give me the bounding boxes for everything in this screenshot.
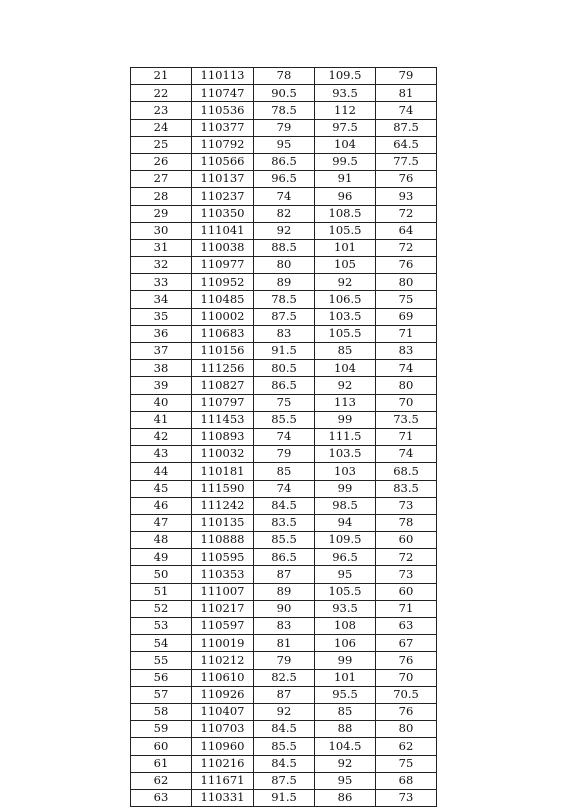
score-a-cell: 74 bbox=[254, 188, 315, 205]
score-b-cell: 105.5 bbox=[315, 222, 376, 239]
score-b-cell: 103.5 bbox=[315, 308, 376, 325]
score-c-cell: 62 bbox=[376, 738, 437, 755]
table-row bbox=[131, 325, 437, 342]
score-b-cell: 104.5 bbox=[315, 738, 376, 755]
score-c-cell: 73.5 bbox=[376, 411, 437, 428]
table-row bbox=[131, 308, 437, 325]
table-row bbox=[131, 738, 437, 755]
score-c-cell: 70 bbox=[376, 394, 437, 411]
id-cell: 110536 bbox=[192, 102, 254, 119]
score-a-cell: 92 bbox=[254, 222, 315, 239]
row-number-cell: 35 bbox=[131, 308, 192, 325]
table-row bbox=[131, 532, 437, 549]
score-c-cell: 76 bbox=[376, 652, 437, 669]
table-row bbox=[131, 789, 437, 806]
row-number-cell: 29 bbox=[131, 205, 192, 222]
row-number-cell: 38 bbox=[131, 360, 192, 377]
id-cell: 110595 bbox=[192, 549, 254, 566]
score-a-cell: 89 bbox=[254, 583, 315, 600]
score-c-cell: 71 bbox=[376, 325, 437, 342]
table-row bbox=[131, 549, 437, 566]
row-number-cell: 60 bbox=[131, 738, 192, 755]
score-c-cell: 67 bbox=[376, 635, 437, 652]
score-b-cell: 95 bbox=[315, 566, 376, 583]
row-number-cell: 32 bbox=[131, 257, 192, 274]
id-cell: 110353 bbox=[192, 566, 254, 583]
score-a-cell: 79 bbox=[254, 119, 315, 136]
score-b-cell: 98.5 bbox=[315, 497, 376, 514]
id-cell: 110019 bbox=[192, 635, 254, 652]
row-number-cell: 51 bbox=[131, 583, 192, 600]
table-row bbox=[131, 343, 437, 360]
table-row bbox=[131, 566, 437, 583]
id-cell: 110002 bbox=[192, 308, 254, 325]
id-cell: 111041 bbox=[192, 222, 254, 239]
score-b-cell: 104 bbox=[315, 360, 376, 377]
table-row bbox=[131, 68, 437, 85]
score-c-cell: 81 bbox=[376, 85, 437, 102]
score-a-cell: 87.5 bbox=[254, 772, 315, 789]
score-b-cell: 105.5 bbox=[315, 583, 376, 600]
score-a-cell: 85 bbox=[254, 463, 315, 480]
id-cell: 110217 bbox=[192, 600, 254, 617]
row-number-cell: 62 bbox=[131, 772, 192, 789]
score-a-cell: 90.5 bbox=[254, 85, 315, 102]
id-cell: 110032 bbox=[192, 446, 254, 463]
table-row bbox=[131, 205, 437, 222]
score-c-cell: 72 bbox=[376, 549, 437, 566]
id-cell: 110893 bbox=[192, 428, 254, 445]
score-c-cell: 76 bbox=[376, 703, 437, 720]
score-a-cell: 74 bbox=[254, 480, 315, 497]
id-cell: 110566 bbox=[192, 153, 254, 170]
score-c-cell: 71 bbox=[376, 600, 437, 617]
score-b-cell: 106.5 bbox=[315, 291, 376, 308]
score-b-cell: 95 bbox=[315, 772, 376, 789]
table-row bbox=[131, 600, 437, 617]
row-number-cell: 40 bbox=[131, 394, 192, 411]
score-c-cell: 78 bbox=[376, 514, 437, 531]
table-row bbox=[131, 274, 437, 291]
score-a-cell: 91.5 bbox=[254, 343, 315, 360]
row-number-cell: 63 bbox=[131, 789, 192, 806]
id-cell: 111242 bbox=[192, 497, 254, 514]
table-row bbox=[131, 618, 437, 635]
score-a-cell: 82.5 bbox=[254, 669, 315, 686]
id-cell: 110216 bbox=[192, 755, 254, 772]
row-number-cell: 37 bbox=[131, 343, 192, 360]
table-row bbox=[131, 257, 437, 274]
score-a-cell: 78 bbox=[254, 68, 315, 85]
score-c-cell: 76 bbox=[376, 257, 437, 274]
score-a-cell: 86.5 bbox=[254, 549, 315, 566]
score-c-cell: 73 bbox=[376, 566, 437, 583]
score-c-cell: 73 bbox=[376, 789, 437, 806]
score-c-cell: 74 bbox=[376, 102, 437, 119]
score-a-cell: 81 bbox=[254, 635, 315, 652]
row-number-cell: 61 bbox=[131, 755, 192, 772]
row-number-cell: 41 bbox=[131, 411, 192, 428]
score-a-cell: 80.5 bbox=[254, 360, 315, 377]
id-cell: 110181 bbox=[192, 463, 254, 480]
score-c-cell: 64 bbox=[376, 222, 437, 239]
row-number-cell: 45 bbox=[131, 480, 192, 497]
score-b-cell: 101 bbox=[315, 239, 376, 256]
id-cell: 110331 bbox=[192, 789, 254, 806]
id-cell: 110610 bbox=[192, 669, 254, 686]
score-b-cell: 99 bbox=[315, 480, 376, 497]
score-a-cell: 85.5 bbox=[254, 532, 315, 549]
table-row bbox=[131, 411, 437, 428]
table-row bbox=[131, 119, 437, 136]
id-cell: 110485 bbox=[192, 291, 254, 308]
table-row bbox=[131, 669, 437, 686]
score-a-cell: 74 bbox=[254, 428, 315, 445]
score-c-cell: 80 bbox=[376, 377, 437, 394]
score-c-cell: 70.5 bbox=[376, 686, 437, 703]
score-a-cell: 84.5 bbox=[254, 497, 315, 514]
score-a-cell: 85.5 bbox=[254, 411, 315, 428]
score-c-cell: 80 bbox=[376, 274, 437, 291]
row-number-cell: 58 bbox=[131, 703, 192, 720]
score-a-cell: 90 bbox=[254, 600, 315, 617]
id-cell: 111453 bbox=[192, 411, 254, 428]
row-number-cell: 48 bbox=[131, 532, 192, 549]
table-row bbox=[131, 446, 437, 463]
score-a-cell: 95 bbox=[254, 136, 315, 153]
score-b-cell: 109.5 bbox=[315, 68, 376, 85]
score-b-cell: 99 bbox=[315, 652, 376, 669]
score-b-cell: 96 bbox=[315, 188, 376, 205]
row-number-cell: 43 bbox=[131, 446, 192, 463]
table-row bbox=[131, 239, 437, 256]
id-cell: 110797 bbox=[192, 394, 254, 411]
score-a-cell: 80 bbox=[254, 257, 315, 274]
score-b-cell: 111.5 bbox=[315, 428, 376, 445]
score-b-cell: 92 bbox=[315, 755, 376, 772]
score-c-cell: 93 bbox=[376, 188, 437, 205]
score-c-cell: 80 bbox=[376, 721, 437, 738]
table-row bbox=[131, 291, 437, 308]
score-c-cell: 60 bbox=[376, 583, 437, 600]
id-cell: 110350 bbox=[192, 205, 254, 222]
score-b-cell: 112 bbox=[315, 102, 376, 119]
id-cell: 110827 bbox=[192, 377, 254, 394]
table-row bbox=[131, 102, 437, 119]
score-a-cell: 84.5 bbox=[254, 721, 315, 738]
score-a-cell: 79 bbox=[254, 652, 315, 669]
row-number-cell: 53 bbox=[131, 618, 192, 635]
score-a-cell: 75 bbox=[254, 394, 315, 411]
score-c-cell: 83.5 bbox=[376, 480, 437, 497]
table-row bbox=[131, 153, 437, 170]
row-number-cell: 26 bbox=[131, 153, 192, 170]
id-cell: 111590 bbox=[192, 480, 254, 497]
row-number-cell: 39 bbox=[131, 377, 192, 394]
score-b-cell: 103 bbox=[315, 463, 376, 480]
score-c-cell: 68 bbox=[376, 772, 437, 789]
table-row bbox=[131, 85, 437, 102]
table-row bbox=[131, 583, 437, 600]
row-number-cell: 59 bbox=[131, 721, 192, 738]
score-b-cell: 99.5 bbox=[315, 153, 376, 170]
id-cell: 110977 bbox=[192, 257, 254, 274]
row-number-cell: 33 bbox=[131, 274, 192, 291]
score-b-cell: 113 bbox=[315, 394, 376, 411]
row-number-cell: 31 bbox=[131, 239, 192, 256]
id-cell: 110038 bbox=[192, 239, 254, 256]
table-row bbox=[131, 136, 437, 153]
row-number-cell: 28 bbox=[131, 188, 192, 205]
score-c-cell: 71 bbox=[376, 428, 437, 445]
score-table bbox=[130, 67, 437, 807]
id-cell: 110703 bbox=[192, 721, 254, 738]
score-c-cell: 68.5 bbox=[376, 463, 437, 480]
score-c-cell: 76 bbox=[376, 171, 437, 188]
score-b-cell: 108 bbox=[315, 618, 376, 635]
score-b-cell: 93.5 bbox=[315, 600, 376, 617]
id-cell: 110960 bbox=[192, 738, 254, 755]
score-b-cell: 99 bbox=[315, 411, 376, 428]
score-a-cell: 78.5 bbox=[254, 102, 315, 119]
score-c-cell: 72 bbox=[376, 205, 437, 222]
score-a-cell: 86.5 bbox=[254, 153, 315, 170]
row-number-cell: 25 bbox=[131, 136, 192, 153]
id-cell: 110792 bbox=[192, 136, 254, 153]
score-a-cell: 82 bbox=[254, 205, 315, 222]
table-row bbox=[131, 703, 437, 720]
id-cell: 110137 bbox=[192, 171, 254, 188]
table-row bbox=[131, 721, 437, 738]
score-a-cell: 83 bbox=[254, 618, 315, 635]
score-c-cell: 69 bbox=[376, 308, 437, 325]
id-cell: 110237 bbox=[192, 188, 254, 205]
id-cell: 111256 bbox=[192, 360, 254, 377]
score-a-cell: 92 bbox=[254, 703, 315, 720]
row-number-cell: 30 bbox=[131, 222, 192, 239]
row-number-cell: 23 bbox=[131, 102, 192, 119]
id-cell: 110113 bbox=[192, 68, 254, 85]
id-cell: 110926 bbox=[192, 686, 254, 703]
score-a-cell: 89 bbox=[254, 274, 315, 291]
row-number-cell: 57 bbox=[131, 686, 192, 703]
row-number-cell: 50 bbox=[131, 566, 192, 583]
score-a-cell: 87 bbox=[254, 566, 315, 583]
score-c-cell: 77.5 bbox=[376, 153, 437, 170]
row-number-cell: 36 bbox=[131, 325, 192, 342]
score-b-cell: 105.5 bbox=[315, 325, 376, 342]
score-a-cell: 88.5 bbox=[254, 239, 315, 256]
table-row bbox=[131, 497, 437, 514]
score-a-cell: 83 bbox=[254, 325, 315, 342]
score-b-cell: 92 bbox=[315, 274, 376, 291]
table-row bbox=[131, 755, 437, 772]
score-table-body bbox=[131, 68, 437, 807]
score-b-cell: 106 bbox=[315, 635, 376, 652]
table-row bbox=[131, 394, 437, 411]
table-row bbox=[131, 222, 437, 239]
score-c-cell: 79 bbox=[376, 68, 437, 85]
score-b-cell: 88 bbox=[315, 721, 376, 738]
score-b-cell: 91 bbox=[315, 171, 376, 188]
score-b-cell: 108.5 bbox=[315, 205, 376, 222]
score-c-cell: 72 bbox=[376, 239, 437, 256]
score-b-cell: 85 bbox=[315, 703, 376, 720]
score-c-cell: 83 bbox=[376, 343, 437, 360]
table-row bbox=[131, 772, 437, 789]
score-a-cell: 78.5 bbox=[254, 291, 315, 308]
table-row bbox=[131, 686, 437, 703]
score-b-cell: 96.5 bbox=[315, 549, 376, 566]
row-number-cell: 44 bbox=[131, 463, 192, 480]
id-cell: 110377 bbox=[192, 119, 254, 136]
id-cell: 111671 bbox=[192, 772, 254, 789]
score-c-cell: 75 bbox=[376, 291, 437, 308]
table-row bbox=[131, 428, 437, 445]
score-b-cell: 101 bbox=[315, 669, 376, 686]
score-c-cell: 87.5 bbox=[376, 119, 437, 136]
id-cell: 110683 bbox=[192, 325, 254, 342]
id-cell: 110407 bbox=[192, 703, 254, 720]
score-c-cell: 60 bbox=[376, 532, 437, 549]
score-a-cell: 91.5 bbox=[254, 789, 315, 806]
score-c-cell: 74 bbox=[376, 360, 437, 377]
table-row bbox=[131, 635, 437, 652]
row-number-cell: 54 bbox=[131, 635, 192, 652]
score-b-cell: 92 bbox=[315, 377, 376, 394]
score-a-cell: 96.5 bbox=[254, 171, 315, 188]
row-number-cell: 56 bbox=[131, 669, 192, 686]
score-c-cell: 70 bbox=[376, 669, 437, 686]
score-b-cell: 86 bbox=[315, 789, 376, 806]
id-cell: 110135 bbox=[192, 514, 254, 531]
row-number-cell: 42 bbox=[131, 428, 192, 445]
id-cell: 110212 bbox=[192, 652, 254, 669]
table-row bbox=[131, 171, 437, 188]
score-a-cell: 79 bbox=[254, 446, 315, 463]
score-b-cell: 97.5 bbox=[315, 119, 376, 136]
score-a-cell: 87 bbox=[254, 686, 315, 703]
score-a-cell: 84.5 bbox=[254, 755, 315, 772]
score-a-cell: 87.5 bbox=[254, 308, 315, 325]
table-row bbox=[131, 360, 437, 377]
score-b-cell: 95.5 bbox=[315, 686, 376, 703]
score-c-cell: 74 bbox=[376, 446, 437, 463]
table-row bbox=[131, 377, 437, 394]
id-cell: 110747 bbox=[192, 85, 254, 102]
row-number-cell: 34 bbox=[131, 291, 192, 308]
row-number-cell: 24 bbox=[131, 119, 192, 136]
table-row bbox=[131, 652, 437, 669]
score-a-cell: 83.5 bbox=[254, 514, 315, 531]
table-row bbox=[131, 514, 437, 531]
row-number-cell: 55 bbox=[131, 652, 192, 669]
row-number-cell: 47 bbox=[131, 514, 192, 531]
id-cell: 111007 bbox=[192, 583, 254, 600]
table-row bbox=[131, 188, 437, 205]
score-b-cell: 103.5 bbox=[315, 446, 376, 463]
row-number-cell: 22 bbox=[131, 85, 192, 102]
table-row bbox=[131, 480, 437, 497]
score-b-cell: 85 bbox=[315, 343, 376, 360]
score-c-cell: 73 bbox=[376, 497, 437, 514]
id-cell: 110952 bbox=[192, 274, 254, 291]
score-b-cell: 104 bbox=[315, 136, 376, 153]
id-cell: 110597 bbox=[192, 618, 254, 635]
score-b-cell: 93.5 bbox=[315, 85, 376, 102]
row-number-cell: 52 bbox=[131, 600, 192, 617]
row-number-cell: 21 bbox=[131, 68, 192, 85]
row-number-cell: 46 bbox=[131, 497, 192, 514]
id-cell: 110888 bbox=[192, 532, 254, 549]
row-number-cell: 27 bbox=[131, 171, 192, 188]
table-row bbox=[131, 463, 437, 480]
score-c-cell: 63 bbox=[376, 618, 437, 635]
score-b-cell: 105 bbox=[315, 257, 376, 274]
score-a-cell: 85.5 bbox=[254, 738, 315, 755]
score-a-cell: 86.5 bbox=[254, 377, 315, 394]
score-b-cell: 109.5 bbox=[315, 532, 376, 549]
score-b-cell: 94 bbox=[315, 514, 376, 531]
score-c-cell: 64.5 bbox=[376, 136, 437, 153]
id-cell: 110156 bbox=[192, 343, 254, 360]
row-number-cell: 49 bbox=[131, 549, 192, 566]
score-c-cell: 75 bbox=[376, 755, 437, 772]
